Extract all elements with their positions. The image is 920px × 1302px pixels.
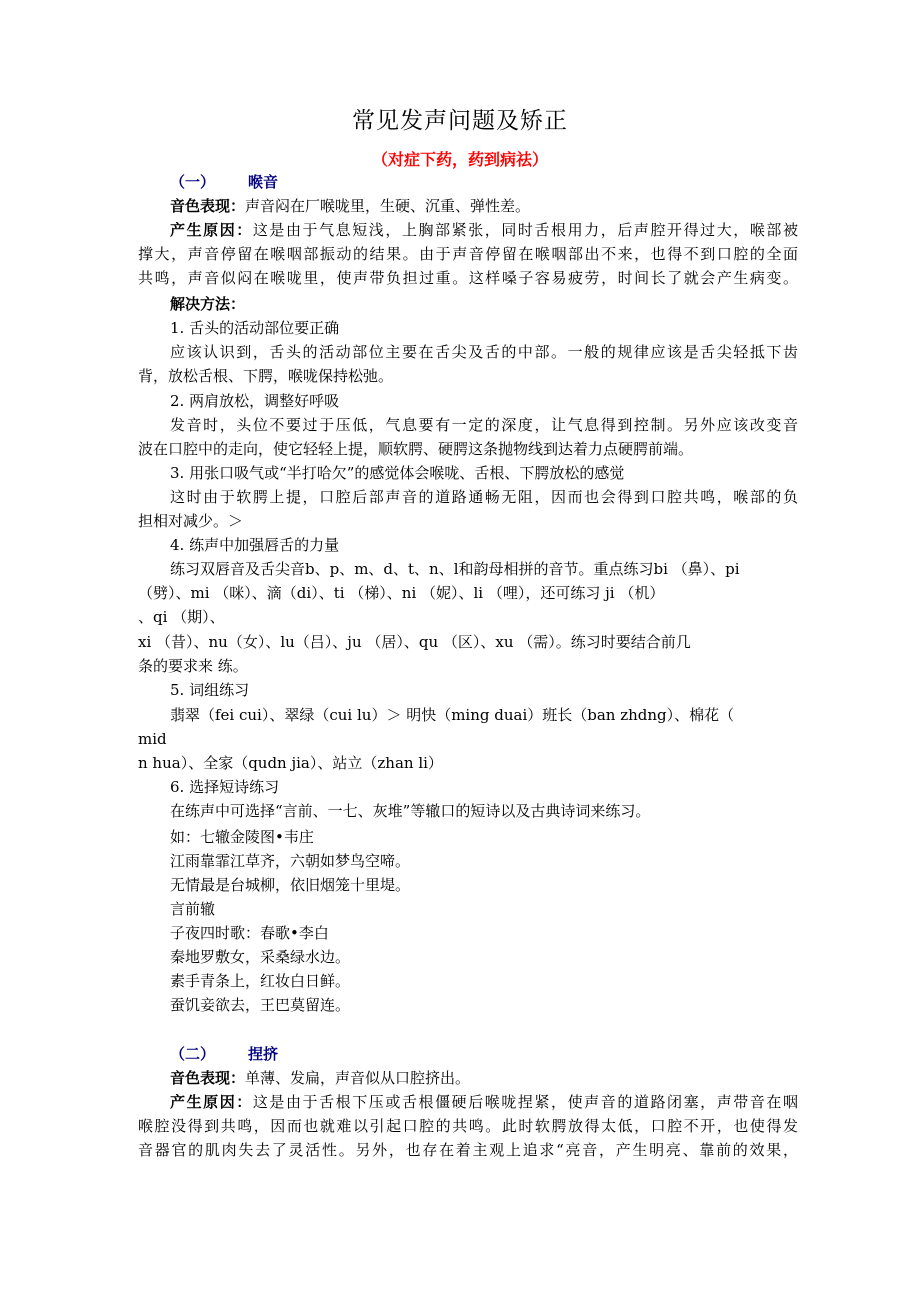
paragraph-line: 这时由于软腭上提，口腔后部声音的道路通畅无阻，因而也会得到口腔共鸣，喉部的负 [170, 488, 798, 506]
poem-line: 如：七辙金陵图•韦庄 [170, 828, 314, 846]
paragraph-line: mid [138, 730, 167, 748]
paragraph-line: 喉腔没得到共鸣，因而也就难以引起口腔的共鸣。此时软腭放得太低，口腔不开，也使得发 [138, 1117, 798, 1135]
paragraph [170, 1090, 798, 1114]
section-heading [170, 170, 830, 194]
list-item: 3. 用张口吸气或“半打哈欠”的感觉体会喉咙、舌根、下腭放松的感觉 [170, 464, 625, 482]
label: 音色表现： [170, 1069, 246, 1087]
section-name: 喉音 [248, 173, 279, 191]
label: 产生原因： [170, 221, 253, 239]
paragraph-line: 担相对减少。＞ [138, 512, 244, 530]
text: 这是由于舌根下压或舌根僵硬后喉咙捏紧，使声音的道路闭塞，声带音在咽 [252, 1093, 798, 1111]
paragraph-line: 应该认识到，舌头的活动部位主要在舌尖及舌的中部。一般的规律应该是舌尖轻抵下齿 [170, 343, 798, 361]
label: 音色表现： [170, 197, 246, 215]
paragraph-line: 翡翠（fei cui）、翠绿（cui lu）＞ 明快（ming duai）班长（ban zhdng）、棉花（ [170, 706, 735, 724]
poem-line: 蚕饥妾欲去，王巴莫留连。 [170, 996, 351, 1014]
paragraph-line: n hua）、全家（qudn jia）、站立（zhan li） [138, 754, 443, 772]
list-item: 2. 两肩放松，调整好呼吸 [170, 392, 340, 410]
solution-heading: 解决方法： [170, 295, 246, 313]
paragraph [170, 194, 830, 218]
section-number: （一） [170, 173, 216, 191]
paragraph-line: xi （昔）、nu（女）、lu（吕）、ju （居）、qu （区）、xu （需）。练习时要结合前几 [138, 633, 691, 651]
paragraph-line: 背，放松舌根、下腭，喉咙保持松弛。 [138, 367, 394, 385]
text: 单薄、发扁，声音似从口腔挤出。 [245, 1069, 471, 1087]
poem-line: 素手青条上，红妆白日鲜。 [170, 972, 351, 990]
poem-line: 子夜四时歌：春歌•李白 [170, 924, 329, 942]
paragraph [170, 218, 798, 242]
paragraph-line: 波在口腔中的走向，使它轻轻上提，顺软腭、硬腭这条抛物线到达着力点硬腭前端。 [138, 440, 694, 458]
section-heading [170, 1042, 830, 1066]
paragraph-line: 共鸣，声音似闷在喉咙里，使声带负担过重。这样嗓子容易疲劳，时间长了就会产生病变。 [138, 269, 798, 287]
paragraph-line: （劈）、mi （咪）、滴（di）、ti （梯）、ni （妮）、li （哩），还可练习 ji （机） [138, 584, 665, 602]
list-item: 6. 选择短诗练习 [170, 778, 280, 796]
paragraph-line: 音器官的肌肉失去了灵活性。另外，也存在着主观上追求“亮音，产生明亮、靠前的效果， [138, 1141, 798, 1159]
section-number: （二） [170, 1045, 216, 1063]
poem-line: 江雨靠霏江草齐，六朝如梦鸟空啼。 [170, 852, 411, 870]
paragraph-line: 发音时，头位不要过于压低，气息要有一定的深度，让气息得到控制。另外应该改变音 [170, 416, 798, 434]
page-subtitle: （对症下药，药到病祛） [371, 150, 548, 169]
paragraph-line: 在练声中可选择“言前、一七、灰堆”等辙口的短诗以及古典诗词来练习。 [170, 802, 651, 820]
list-item: 1. 舌头的活动部位要正确 [170, 319, 340, 337]
label: 产生原因： [170, 1093, 253, 1111]
paragraph-line: 撑大，声音停留在喉咽部振动的结果。由于声音停留在喉咽部出不来，也得不到口腔的全面 [138, 245, 798, 263]
list-item: 4. 练声中加强唇舌的力量 [170, 536, 340, 554]
section-name: 捏挤 [248, 1045, 279, 1063]
text: 这是由于气息短浅，上胸部紧张，同时舌根用力，后声腔开得过大，喉部被 [252, 221, 798, 239]
paragraph-line: 练习双唇音及舌尖音b、p、m、d、t、n、l和韵母相拼的音节。重点练习bi （鼻）、pi [170, 560, 740, 578]
poem-line: 言前辙 [170, 900, 216, 918]
list-item: 5. 词组练习 [170, 681, 250, 699]
paragraph-line: 、qi （期）、 [138, 608, 225, 626]
paragraph-line: 条的要求来 练。 [138, 657, 248, 675]
poem-line: 无情最是台城柳，依旧烟笼十里堤。 [170, 876, 411, 894]
poem-line: 秦地罗敷女，采桑绿水边。 [170, 948, 351, 966]
text: 声音闷在厂喉咙里，生硬、沉重、弹性差。 [245, 197, 531, 215]
paragraph [170, 1066, 830, 1090]
page-title: 常见发声问题及矫正 [352, 108, 568, 134]
